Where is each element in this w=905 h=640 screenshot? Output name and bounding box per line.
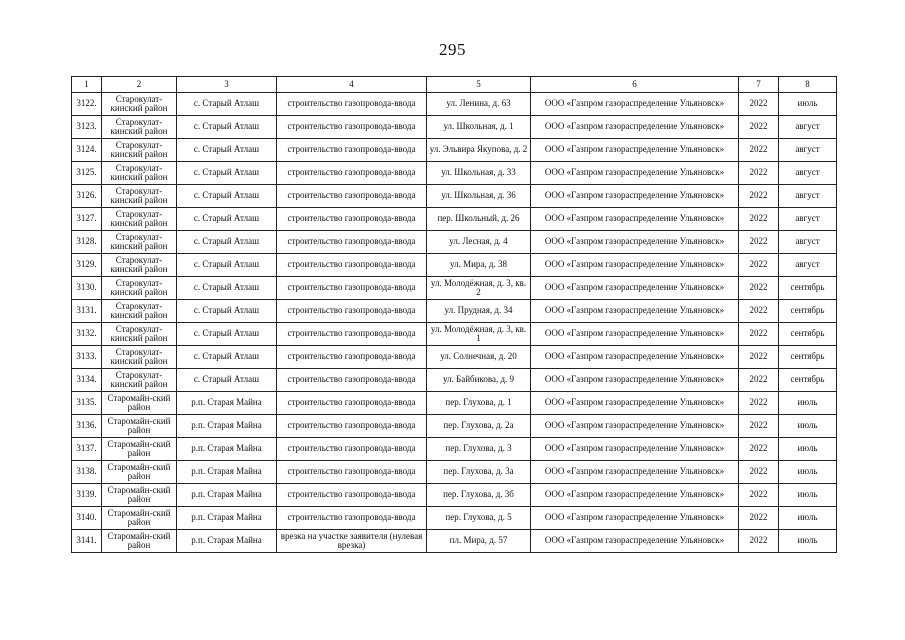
settlement-cell: р.п. Старая Майна xyxy=(177,530,277,553)
address-cell: ул. Прудная, д. 34 xyxy=(427,300,531,323)
organization-cell: ООО «Газпром газораспределение Ульяновск» xyxy=(531,484,739,507)
organization-cell: ООО «Газпром газораспределение Ульяновск» xyxy=(531,116,739,139)
row-number-cell: 3127. xyxy=(72,208,102,231)
work-type-cell: строительство газопровода-ввода xyxy=(277,93,427,116)
table-row xyxy=(72,530,837,553)
year-cell: 2022 xyxy=(739,116,779,139)
region-cell: Старокулат-кинский район xyxy=(102,162,177,185)
address-cell: ул. Школьная, д. 33 xyxy=(427,162,531,185)
settlement-cell: с. Старый Атлаш xyxy=(177,369,277,392)
region-cell: Старомайн-ский район xyxy=(102,484,177,507)
year-cell: 2022 xyxy=(739,139,779,162)
column-header: 1 xyxy=(72,77,102,93)
year-cell: 2022 xyxy=(739,277,779,300)
organization-cell: ООО «Газпром газораспределение Ульяновск» xyxy=(531,93,739,116)
address-cell: ул. Школьная, д. 36 xyxy=(427,185,531,208)
column-header: 3 xyxy=(177,77,277,93)
settlement-cell: р.п. Старая Майна xyxy=(177,392,277,415)
work-type-cell: строительство газопровода-ввода xyxy=(277,231,427,254)
year-cell: 2022 xyxy=(739,415,779,438)
region-cell: Старомайн-ский район xyxy=(102,392,177,415)
column-header: 4 xyxy=(277,77,427,93)
address-cell: пер. Школьный, д. 26 xyxy=(427,208,531,231)
work-type-cell: строительство газопровода-ввода xyxy=(277,392,427,415)
month-cell: август xyxy=(779,185,837,208)
month-cell: август xyxy=(779,208,837,231)
row-number-cell: 3135. xyxy=(72,392,102,415)
region-cell: Старокулат-кинский район xyxy=(102,254,177,277)
address-cell: пер. Глухова, д. 5 xyxy=(427,507,531,530)
table-row xyxy=(72,254,837,277)
settlement-cell: с. Старый Атлаш xyxy=(177,254,277,277)
settlement-cell: с. Старый Атлаш xyxy=(177,185,277,208)
row-number-cell: 3136. xyxy=(72,415,102,438)
page-number: 295 xyxy=(439,40,466,59)
month-cell: июль xyxy=(779,461,837,484)
month-cell: июль xyxy=(779,93,837,116)
month-cell: июль xyxy=(779,392,837,415)
region-cell: Старомайн-ский район xyxy=(102,461,177,484)
organization-cell: ООО «Газпром газораспределение Ульяновск» xyxy=(531,415,739,438)
settlement-cell: с. Старый Атлаш xyxy=(177,323,277,346)
table-row xyxy=(72,438,837,461)
row-number-cell: 3133. xyxy=(72,346,102,369)
row-number-cell: 3129. xyxy=(72,254,102,277)
region-cell: Старокулат-кинский район xyxy=(102,93,177,116)
year-cell: 2022 xyxy=(739,323,779,346)
column-header: 7 xyxy=(739,77,779,93)
column-header: 8 xyxy=(779,77,837,93)
row-number-cell: 3132. xyxy=(72,323,102,346)
organization-cell: ООО «Газпром газораспределение Ульяновск» xyxy=(531,185,739,208)
row-number-cell: 3140. xyxy=(72,507,102,530)
year-cell: 2022 xyxy=(739,484,779,507)
month-cell: август xyxy=(779,254,837,277)
work-type-cell: строительство газопровода-ввода xyxy=(277,208,427,231)
organization-cell: ООО «Газпром газораспределение Ульяновск» xyxy=(531,438,739,461)
table-row xyxy=(72,93,837,116)
settlement-cell: с. Старый Атлаш xyxy=(177,346,277,369)
region-cell: Старокулат-кинский район xyxy=(102,208,177,231)
column-header: 6 xyxy=(531,77,739,93)
settlement-cell: с. Старый Атлаш xyxy=(177,300,277,323)
row-number-cell: 3134. xyxy=(72,369,102,392)
settlement-cell: с. Старый Атлаш xyxy=(177,116,277,139)
row-number-cell: 3126. xyxy=(72,185,102,208)
year-cell: 2022 xyxy=(739,392,779,415)
organization-cell: ООО «Газпром газораспределение Ульяновск» xyxy=(531,507,739,530)
address-cell: пер. Глухова, д. 3а xyxy=(427,461,531,484)
organization-cell: ООО «Газпром газораспределение Ульяновск» xyxy=(531,208,739,231)
organization-cell: ООО «Газпром газораспределение Ульяновск» xyxy=(531,392,739,415)
table-row xyxy=(72,139,837,162)
work-type-cell: строительство газопровода-ввода xyxy=(277,139,427,162)
work-type-cell: строительство газопровода-ввода xyxy=(277,116,427,139)
address-cell: ул. Ленина, д. 63 xyxy=(427,93,531,116)
table-row xyxy=(72,162,837,185)
year-cell: 2022 xyxy=(739,162,779,185)
organization-cell: ООО «Газпром газораспределение Ульяновск» xyxy=(531,231,739,254)
year-cell: 2022 xyxy=(739,507,779,530)
row-number-cell: 3138. xyxy=(72,461,102,484)
table-row xyxy=(72,392,837,415)
row-number-cell: 3125. xyxy=(72,162,102,185)
settlement-cell: с. Старый Атлаш xyxy=(177,231,277,254)
settlement-cell: с. Старый Атлаш xyxy=(177,93,277,116)
work-type-cell: строительство газопровода-ввода xyxy=(277,185,427,208)
address-cell: ул. Мира, д. 38 xyxy=(427,254,531,277)
year-cell: 2022 xyxy=(739,530,779,553)
address-cell: ул. Школьная, д. 1 xyxy=(427,116,531,139)
row-number-cell: 3141. xyxy=(72,530,102,553)
month-cell: июль xyxy=(779,415,837,438)
table-body xyxy=(72,77,837,553)
work-type-cell: строительство газопровода-ввода xyxy=(277,300,427,323)
settlement-cell: р.п. Старая Майна xyxy=(177,484,277,507)
work-type-cell: строительство газопровода-ввода xyxy=(277,254,427,277)
month-cell: сентябрь xyxy=(779,346,837,369)
organization-cell: ООО «Газпром газораспределение Ульяновск» xyxy=(531,162,739,185)
table-row xyxy=(72,507,837,530)
region-cell: Старомайн-ский район xyxy=(102,530,177,553)
column-header: 5 xyxy=(427,77,531,93)
year-cell: 2022 xyxy=(739,461,779,484)
address-cell: ул. Молодёжная, д. 3, кв. 2 xyxy=(427,277,531,300)
region-cell: Старокулат-кинский район xyxy=(102,300,177,323)
table-row xyxy=(72,484,837,507)
organization-cell: ООО «Газпром газораспределение Ульяновск» xyxy=(531,254,739,277)
settlement-cell: с. Старый Атлаш xyxy=(177,277,277,300)
address-cell: пер. Глухова, д. 3 xyxy=(427,438,531,461)
table-row xyxy=(72,369,837,392)
month-cell: сентябрь xyxy=(779,369,837,392)
month-cell: июль xyxy=(779,438,837,461)
table-row xyxy=(72,116,837,139)
year-cell: 2022 xyxy=(739,438,779,461)
year-cell: 2022 xyxy=(739,93,779,116)
registry-table xyxy=(71,76,837,553)
address-cell: ул. Эльвира Якупова, д. 2 xyxy=(427,139,531,162)
year-cell: 2022 xyxy=(739,208,779,231)
table-row xyxy=(72,461,837,484)
row-number-cell: 3130. xyxy=(72,277,102,300)
table-row xyxy=(72,185,837,208)
year-cell: 2022 xyxy=(739,185,779,208)
month-cell: сентябрь xyxy=(779,277,837,300)
table-row xyxy=(72,208,837,231)
region-cell: Старокулат-кинский район xyxy=(102,139,177,162)
region-cell: Старомайн-ский район xyxy=(102,415,177,438)
address-cell: пер. Глухова, д. 1 xyxy=(427,392,531,415)
work-type-cell: строительство газопровода-ввода xyxy=(277,507,427,530)
address-cell: ул. Молодёжная, д. 3, кв. 1 xyxy=(427,323,531,346)
year-cell: 2022 xyxy=(739,254,779,277)
column-header: 2 xyxy=(102,77,177,93)
organization-cell: ООО «Газпром газораспределение Ульяновск» xyxy=(531,461,739,484)
settlement-cell: р.п. Старая Майна xyxy=(177,415,277,438)
work-type-cell: строительство газопровода-ввода xyxy=(277,415,427,438)
row-number-cell: 3137. xyxy=(72,438,102,461)
month-cell: сентябрь xyxy=(779,300,837,323)
row-number-cell: 3128. xyxy=(72,231,102,254)
settlement-cell: р.п. Старая Майна xyxy=(177,438,277,461)
region-cell: Старомайн-ский район xyxy=(102,438,177,461)
organization-cell: ООО «Газпром газораспределение Ульяновск» xyxy=(531,139,739,162)
work-type-cell: строительство газопровода-ввода xyxy=(277,277,427,300)
month-cell: август xyxy=(779,116,837,139)
address-cell: ул. Лесная, д. 4 xyxy=(427,231,531,254)
month-cell: июль xyxy=(779,530,837,553)
table-row xyxy=(72,323,837,346)
row-number-cell: 3139. xyxy=(72,484,102,507)
row-number-cell: 3131. xyxy=(72,300,102,323)
settlement-cell: с. Старый Атлаш xyxy=(177,162,277,185)
region-cell: Старокулат-кинский район xyxy=(102,277,177,300)
region-cell: Старокулат-кинский район xyxy=(102,185,177,208)
row-number-cell: 3122. xyxy=(72,93,102,116)
organization-cell: ООО «Газпром газораспределение Ульяновск» xyxy=(531,300,739,323)
work-type-cell: строительство газопровода-ввода xyxy=(277,323,427,346)
region-cell: Старомайн-ский район xyxy=(102,507,177,530)
region-cell: Старокулат-кинский район xyxy=(102,323,177,346)
row-number-cell: 3123. xyxy=(72,116,102,139)
month-cell: сентябрь xyxy=(779,323,837,346)
table-row xyxy=(72,300,837,323)
work-type-cell: строительство газопровода-ввода xyxy=(277,461,427,484)
work-type-cell: строительство газопровода-ввода xyxy=(277,369,427,392)
organization-cell: ООО «Газпром газораспределение Ульяновск» xyxy=(531,530,739,553)
month-cell: август xyxy=(779,139,837,162)
work-type-cell: строительство газопровода-ввода xyxy=(277,162,427,185)
table-row xyxy=(72,277,837,300)
work-type-cell: строительство газопровода-ввода xyxy=(277,484,427,507)
table-row xyxy=(72,415,837,438)
address-cell: ул. Байбикова, д. 9 xyxy=(427,369,531,392)
year-cell: 2022 xyxy=(739,231,779,254)
year-cell: 2022 xyxy=(739,346,779,369)
settlement-cell: р.п. Старая Майна xyxy=(177,461,277,484)
region-cell: Старокулат-кинский район xyxy=(102,231,177,254)
work-type-cell: строительство газопровода-ввода xyxy=(277,346,427,369)
address-cell: ул. Солнечная, д. 20 xyxy=(427,346,531,369)
month-cell: июль xyxy=(779,507,837,530)
settlement-cell: с. Старый Атлаш xyxy=(177,208,277,231)
work-type-cell: строительство газопровода-ввода xyxy=(277,438,427,461)
region-cell: Старокулат-кинский район xyxy=(102,116,177,139)
address-cell: пер. Глухова, д. 3б xyxy=(427,484,531,507)
address-cell: пл. Мира, д. 57 xyxy=(427,530,531,553)
year-cell: 2022 xyxy=(739,369,779,392)
organization-cell: ООО «Газпром газораспределение Ульяновск» xyxy=(531,277,739,300)
address-cell: пер. Глухова, д. 2а xyxy=(427,415,531,438)
table-row xyxy=(72,346,837,369)
work-type-cell: врезка на участке заявителя (нулевая врезка) xyxy=(277,530,427,553)
organization-cell: ООО «Газпром газораспределение Ульяновск» xyxy=(531,346,739,369)
month-cell: июль xyxy=(779,484,837,507)
table-header-row xyxy=(72,77,837,93)
settlement-cell: р.п. Старая Майна xyxy=(177,507,277,530)
region-cell: Старокулат-кинский район xyxy=(102,369,177,392)
month-cell: август xyxy=(779,162,837,185)
year-cell: 2022 xyxy=(739,300,779,323)
region-cell: Старокулат-кинский район xyxy=(102,346,177,369)
month-cell: август xyxy=(779,231,837,254)
settlement-cell: с. Старый Атлаш xyxy=(177,139,277,162)
organization-cell: ООО «Газпром газораспределение Ульяновск» xyxy=(531,369,739,392)
organization-cell: ООО «Газпром газораспределение Ульяновск» xyxy=(531,323,739,346)
row-number-cell: 3124. xyxy=(72,139,102,162)
table-row xyxy=(72,231,837,254)
